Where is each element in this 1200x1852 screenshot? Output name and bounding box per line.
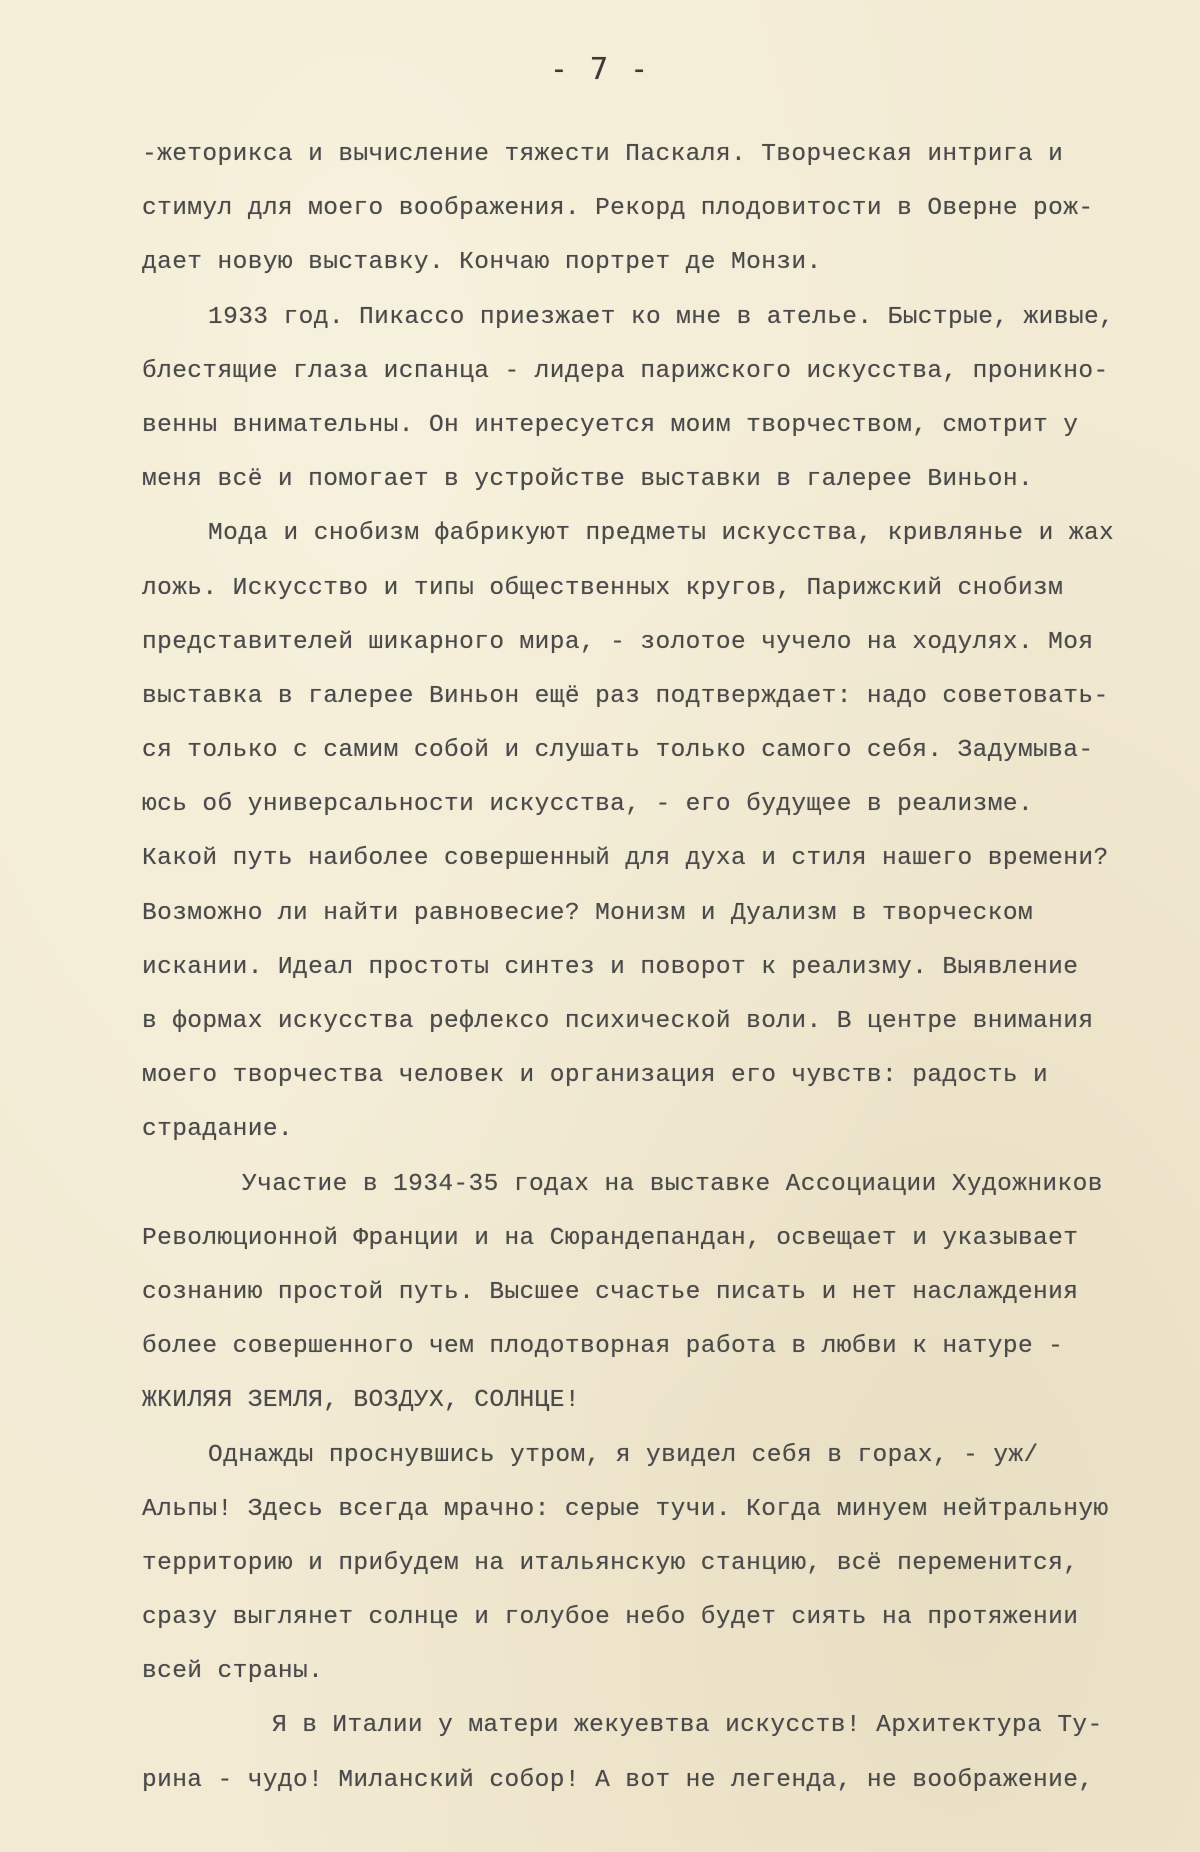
text-line: сразу выглянет солнце и голубое небо будет сиять на протяжении [142, 1604, 1079, 1632]
text-line: Альпы! Здесь всегда мрачно: серые тучи. Когда минуем нейтральную [142, 1495, 1109, 1523]
text-line: страдание. [142, 1116, 294, 1144]
text-line: блестящие глаза испанца - лидера парижского искусства, проникно- [142, 357, 1109, 385]
text-line: Революционной Франции и на Сюрандепандан, освещает и указывает [142, 1224, 1079, 1252]
text-line: Участие в 1934-35 годах на выставке Ассоциации Художников [242, 1170, 1103, 1198]
text-line: -жеторикса и вычисление тяжести Паскаля. Творческая интрига и [142, 141, 1064, 168]
text-line: Я в Италии у матери жекуевтва искусств! Архитектура Ту- [272, 1712, 1103, 1740]
text-line: более совершенного чем плодотворная работа в любви к натуре - [142, 1333, 1064, 1361]
text-line: ся только с самим собой и слушать только самого себя. Задумыва- [142, 737, 1094, 765]
text-line: Мода и снобизм фабрикуют предметы искусства, кривлянье и жах [208, 520, 1115, 548]
text-line: искании. Идеал простоты синтез и поворот к реализму. Выявление [142, 953, 1079, 981]
text-line: 1933 год. Пикассо приезжает ко мне в ателье. Быстрые, живые, [208, 303, 1115, 331]
text-line: ЖКИЛЯЯ ЗЕМЛЯ, ВОЗДУХ, СОЛНЦЕ! [142, 1387, 580, 1415]
text-line: всей страны. [142, 1658, 324, 1686]
text-line: моего творчества человек и организация его чувств: радость и [142, 1062, 1049, 1090]
text-line: стимул для моего воображения. Рекорд плодовитости в Оверне рож- [142, 195, 1094, 223]
text-line: юсь об универсальности искусства, - его будущее в реализме. [142, 791, 1034, 819]
text-line: представителей шикарного мира, - золотое чучело на ходулях. Моя [142, 628, 1094, 656]
text-line: Какой путь наиболее совершенный для духа и стиля нашего времени? [142, 845, 1109, 873]
text-line: меня всё и помогает в устройстве выставки в галерее Виньон. [142, 466, 1034, 494]
text-line: дает новую выставку. Кончаю портрет де Монзи. [142, 249, 822, 277]
text-line: территорию и прибудем на итальянскую станцию, всё переменится, [142, 1549, 1079, 1577]
text-line: ложь. Искусство и типы общественных кругов, Парижский снобизм [142, 574, 1064, 602]
text-line: Однажды проснувшись утром, я увидел себя в горах, - уж/ [208, 1441, 1039, 1469]
text-line: сознанию простой путь. Высшее счастье писать и нет наслаждения [142, 1278, 1079, 1306]
text-line: венны внимательны. Он интересуется моим творчеством, смотрит у [142, 411, 1079, 439]
typewritten-text [142, 128, 1192, 1808]
page-number: - 7 - [549, 52, 651, 87]
text-line: выставка в галерее Виньон ещё раз подтверждает: надо советовать- [142, 682, 1109, 710]
text-line: Возможно ли найти равновесие? Монизм и Дуализм в творческом [142, 899, 1034, 927]
text-line: рина - чудо! Миланский собор! А вот не легенда, не воображение, [142, 1766, 1094, 1794]
text-line: в формах искусства рефлексо психической воли. В центре внимания [142, 1008, 1094, 1035]
